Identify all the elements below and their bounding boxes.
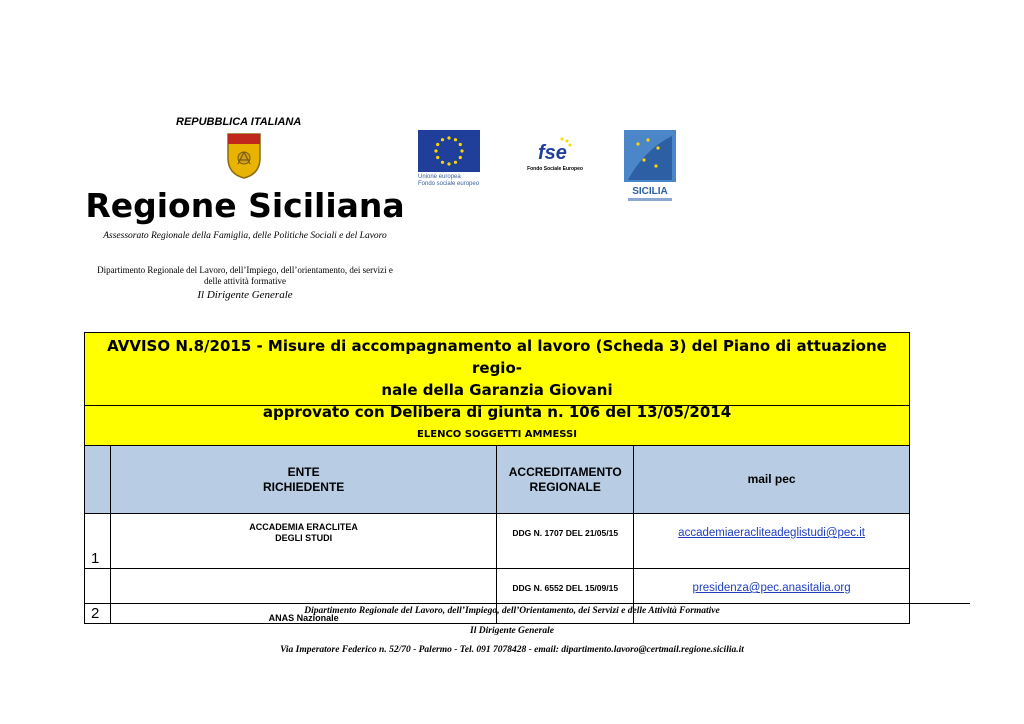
republic-label: REPUBBLICA ITALIANA <box>176 116 302 128</box>
notice-box <box>84 332 910 446</box>
row-mail-link[interactable]: presidenza@pec.anasitalia.org <box>692 582 851 594</box>
header-accreditamento <box>497 446 634 514</box>
eu-caption <box>418 174 479 188</box>
region-title: Regione Siciliana <box>85 186 405 225</box>
notice-line1: AVVISO N.8/2015 - Misure di accompagnamento al lavoro (Scheda 3) del Piano di attuazione regio- <box>107 337 887 377</box>
admitted-table <box>84 445 910 624</box>
sicilia-label: SICILIA <box>632 186 668 197</box>
notice-title <box>85 335 909 423</box>
row-number: 1 <box>85 514 111 569</box>
footer-line1: Dipartimento Regionale del Lavoro, dell’Impiego, dell’Orientamento, dei Servizi e delle Attività Formative <box>304 606 720 616</box>
row-number: 2 <box>85 569 111 624</box>
eu-caption-line2: Fondo sociale europeo <box>418 181 480 187</box>
list-title: ELENCO SOGGETTI AMMESSI <box>417 429 577 440</box>
header-num-cell <box>85 446 111 514</box>
notice-divider <box>85 405 909 406</box>
sicilia-logo-icon <box>624 130 676 204</box>
table-header-row <box>85 446 910 514</box>
header-accr-line2: REGIONALE <box>529 479 601 494</box>
sicily-crest-icon <box>224 130 264 180</box>
fse-logo-icon <box>520 133 590 173</box>
row-mail-link[interactable]: accademiaeracliteadeglistudi@pec.it <box>678 527 866 539</box>
fse-caption: Fondo Sociale Europeo <box>527 166 583 172</box>
assessorato-text: Assessorato Regionale della Famiglia, delle Politiche Sociali e del Lavoro <box>103 231 387 241</box>
row-ente: ANAS Nazionale <box>110 569 496 624</box>
row-ddg: DDG N. 6552 DEL 15/09/15 <box>497 569 634 624</box>
header-ente-line1: ENTE <box>287 464 320 479</box>
notice-line3: approvato con Delibera di giunta n. 106 del 13/05/2014 <box>262 403 732 421</box>
row-ente <box>110 514 496 569</box>
svg-text:fse: fse <box>538 142 567 164</box>
header-ente-line2: RICHIEDENTE <box>262 479 345 494</box>
dipartimento-text: Dipartimento Regionale del Lavoro, dell’Impiego, dell’orientamento, dei servizi e delle attività formative <box>97 265 393 286</box>
row-ente-line2: DEGLI STUDI <box>275 533 333 543</box>
header-mail: mail pec <box>634 446 910 514</box>
row-mail-cell <box>634 514 910 569</box>
footer-line3: Via Imperatore Federico n. 52/70 - Palermo - Tel. 091 7078428 - email: dipartimento.lavoro@certmail.regione.sicilia.it <box>280 645 744 655</box>
header-ente <box>110 446 496 514</box>
row-ente-line1: ACCADEMIA ERACLITEA <box>249 522 358 532</box>
footer-line2: Il Dirigente Generale <box>470 626 554 636</box>
notice-line2: nale della Garanzia Giovani <box>381 381 613 399</box>
table-row <box>85 514 910 569</box>
eu-caption-line1: Unione europea <box>418 174 461 180</box>
eu-flag-icon <box>418 130 480 172</box>
row-ddg: DDG N. 1707 DEL 21/05/15 <box>497 514 634 569</box>
header-accr-line1: ACCREDITAMENTO <box>508 464 622 479</box>
footer-divider <box>84 603 970 604</box>
dirigente-text: Il Dirigente Generale <box>197 289 293 301</box>
